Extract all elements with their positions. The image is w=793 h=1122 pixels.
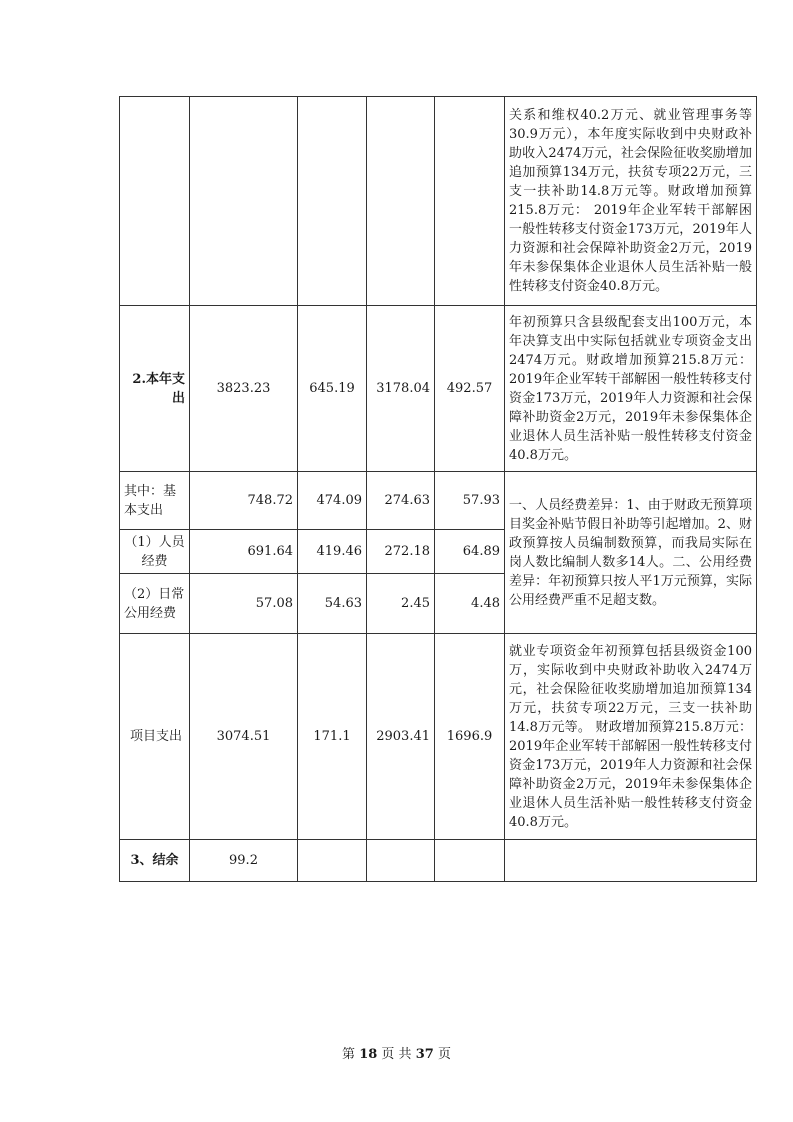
description-cell: 就业专项资金年初预算包括县级资金100万，实际收到中央财政补助收入2474万元，社会保险征收奖励增加追加预算134万元，扶贫专项22万元，三支一扶补助14.8万元等。 财政增加预算215.8万元： 2019年企业军转干部解困一般性转移支付资金173万元，2019年人力资源和社会保障补助资金2万元，2019年未参保集体企业退休人员生活补贴一般性转移支付资金40.8万元。 <box>505 634 757 840</box>
row-label: 2.本年支出 <box>120 306 190 472</box>
footer-prefix: 第 <box>342 1047 356 1062</box>
row-label: （1）人员经费 <box>120 530 190 574</box>
row-label: 3、结余 <box>120 840 190 882</box>
description-cell: 关系和维权40.2万元、就业管理事务等30.9万元），本年度实际收到中央财政补助收入2474万元，社会保险征收奖励增加追加预算134万元，扶贫专项22万元，三支一扶补助14.8万元等。财政增加预算215.8万元： 2019年企业军转干部解困一般性转移支付资金173万元，2019年人力资源和社会保障补助资金2万元，2019年未参保集体企业退休人员生活补贴一般性转移支付资金40.8万元。 <box>505 97 757 306</box>
cell-empty <box>505 840 757 882</box>
value-cell: 691.64 <box>190 530 298 574</box>
page-number: 18 <box>359 1047 378 1062</box>
value-cell: 492.57 <box>435 306 505 472</box>
table-row-project <box>120 634 757 840</box>
value-cell: 171.1 <box>298 634 367 840</box>
total-pages: 37 <box>415 1047 434 1062</box>
cell-empty <box>298 840 367 882</box>
cell-empty <box>120 97 190 306</box>
value-cell: 474.09 <box>298 472 367 530</box>
value-cell: 99.2 <box>190 840 298 882</box>
table-row-balance <box>120 840 757 882</box>
page-footer <box>0 1043 793 1062</box>
description-cell: 年初预算只含县级配套支出100万元，本年决算支出中实际包括就业专项资金支出2474万元。财政增加预算215.8万元：2019年企业军转干部解困一般性转移支付资金173万元，2019年人力资源和社会保障补助资金2万元，2019年未参保集体企业退休人员生活补贴一般性转移支付资金40.8万元。 <box>505 306 757 472</box>
table-row-continued <box>120 97 757 306</box>
table-row-expense <box>120 306 757 472</box>
footer-middle: 页 共 <box>381 1047 412 1062</box>
cell-empty <box>190 97 298 306</box>
cell-empty <box>435 97 505 306</box>
value-cell: 2.45 <box>367 574 435 634</box>
value-cell: 419.46 <box>298 530 367 574</box>
value-cell: 3823.23 <box>190 306 298 472</box>
row-label: 项目支出 <box>120 634 190 840</box>
cell-empty <box>367 97 435 306</box>
table-row-basic <box>120 472 757 530</box>
value-cell: 748.72 <box>190 472 298 530</box>
cell-empty <box>298 97 367 306</box>
value-cell: 57.93 <box>435 472 505 530</box>
budget-table <box>119 96 757 882</box>
value-cell: 3178.04 <box>367 306 435 472</box>
value-cell: 2903.41 <box>367 634 435 840</box>
description-cell: 一、人员经费差异：1、由于财政无预算项目奖金补贴节假日补助等引起增加。2、财政预算按人员编制数预算，而我局实际在岗人数比编制人数多14人。二、公用经费差异：年初预算只按人平1万元预算，实际公用经费严重不足超支数。 <box>505 472 757 634</box>
row-label: 其中：基本支出 <box>120 472 190 530</box>
value-cell: 274.63 <box>367 472 435 530</box>
value-cell: 57.08 <box>190 574 298 634</box>
value-cell: 4.48 <box>435 574 505 634</box>
row-label: （2）日常公用经费 <box>120 574 190 634</box>
cell-empty <box>367 840 435 882</box>
value-cell: 54.63 <box>298 574 367 634</box>
value-cell: 3074.51 <box>190 634 298 840</box>
footer-suffix: 页 <box>437 1047 451 1062</box>
value-cell: 272.18 <box>367 530 435 574</box>
value-cell: 64.89 <box>435 530 505 574</box>
cell-empty <box>435 840 505 882</box>
value-cell: 1696.9 <box>435 634 505 840</box>
value-cell: 645.19 <box>298 306 367 472</box>
